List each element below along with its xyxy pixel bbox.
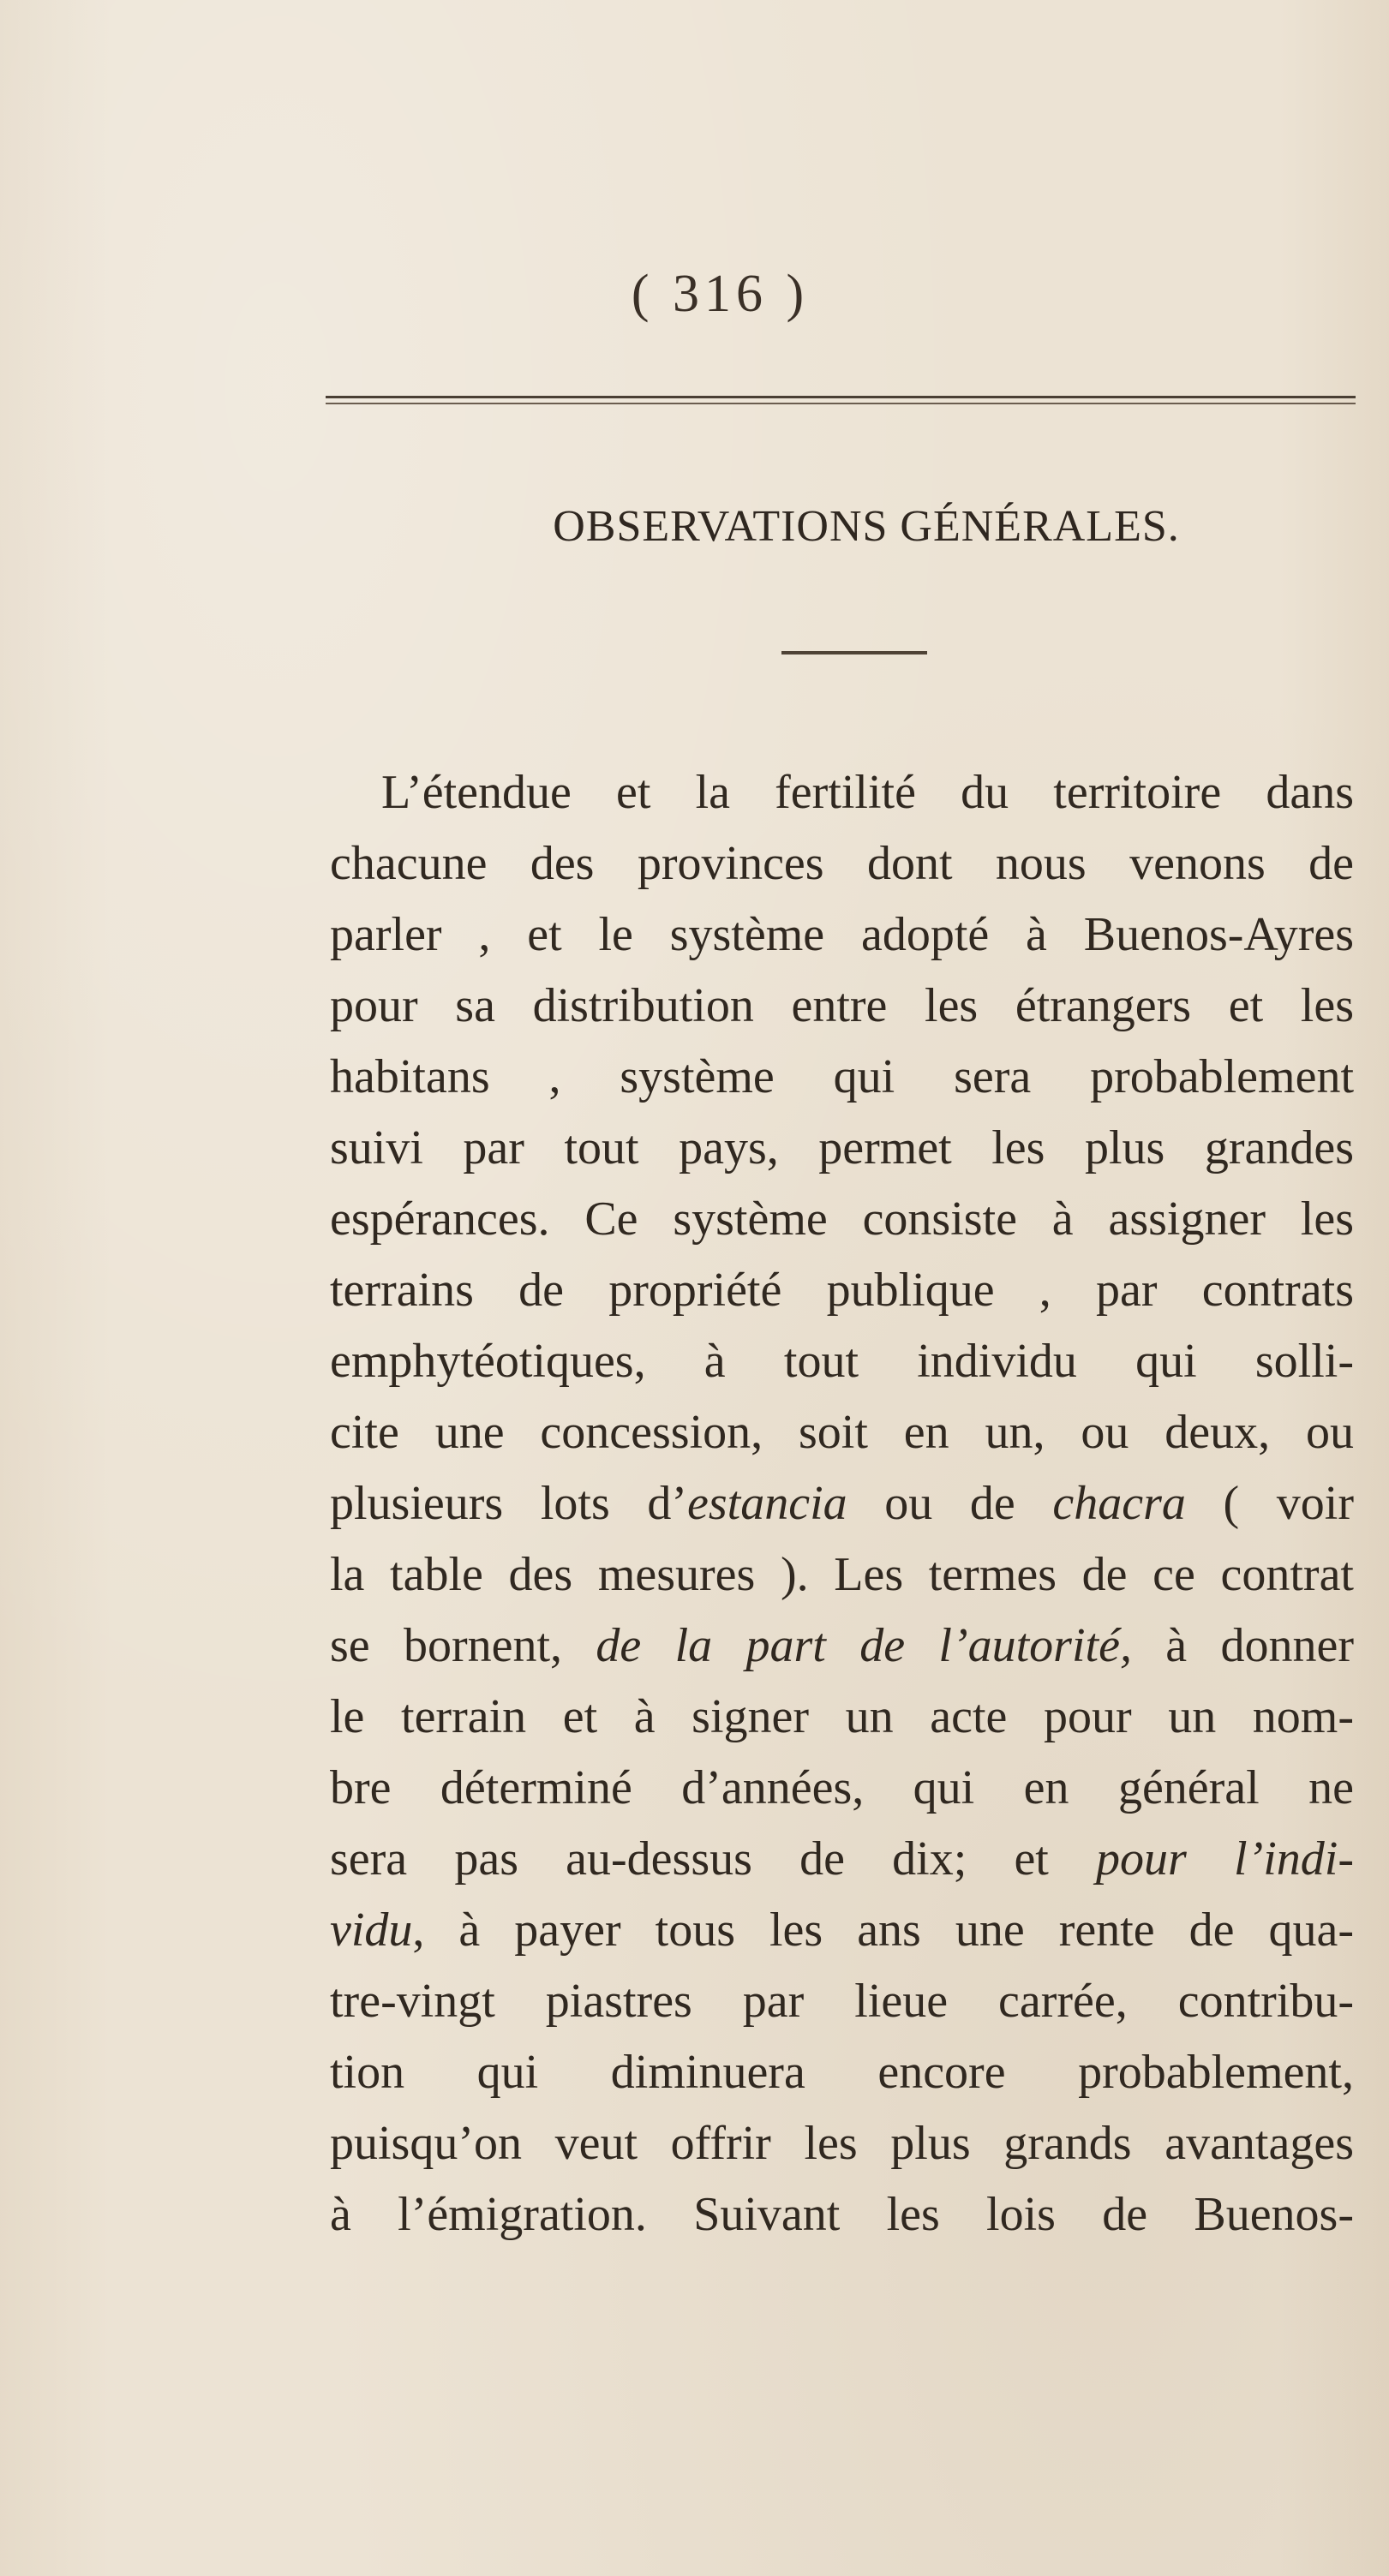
title-separator-rule [781, 651, 927, 654]
text-line: sera pas au-dessus de dix; et pour l’indi- [330, 1832, 1354, 1886]
italic-phrase: pour l’indi- [1096, 1832, 1354, 1886]
text-line: le terrain et à signer un acte pour un nom- [330, 1690, 1354, 1743]
text-line: L’étendue et la fertilité du territoire dans [381, 766, 1354, 819]
text-line: habitans , système qui sera probablement [330, 1050, 1354, 1103]
header-double-rule [326, 396, 1356, 408]
header-rule-line-thick [326, 396, 1356, 398]
text-line: puisqu’on veut offrir les plus grands avantages [330, 2117, 1354, 2170]
text-line: plusieurs lots d’estancia ou de chacra ( voir [330, 1477, 1354, 1530]
text-line: espérances. Ce système consiste à assigner les [330, 1192, 1354, 1246]
text-line: parler , et le système adopté à Buenos-Ayres [330, 908, 1354, 961]
italic-term: chacra [1052, 1477, 1186, 1530]
body-paragraph [330, 757, 1354, 2250]
text-line: bre déterminé d’années, qui en général ne [330, 1761, 1354, 1814]
text-line: terrains de propriété publique , par contrats [330, 1264, 1354, 1317]
italic-phrase: vidu [330, 1904, 413, 1957]
text-line: la table des mesures ). Les termes de ce contrat [330, 1548, 1354, 1601]
italic-phrase: de la part de l’autorité, [596, 1619, 1132, 1672]
text-line: tion qui diminuera encore probablement, [330, 2046, 1354, 2099]
header-rule-line-thin [326, 403, 1356, 404]
text-line: emphytéotiques, à tout individu qui solli- [330, 1335, 1354, 1388]
text-line: pour sa distribution entre les étrangers et les [330, 979, 1354, 1032]
text-line: tre-vingt piastres par lieue carrée, contribu- [330, 1975, 1354, 2028]
page-number: ( 316 ) [631, 265, 810, 323]
section-title: OBSERVATIONS GÉNÉRALES. [553, 502, 1180, 551]
text-line: à l’émigration. Suivant les lois de Buenos- [330, 2188, 1354, 2241]
text-line: suivi par tout pays, permet les plus grandes [330, 1121, 1354, 1174]
text-line: chacune des provinces dont nous venons de [330, 837, 1354, 890]
text-line: vidu, à payer tous les ans une rente de qua- [330, 1904, 1354, 1957]
text-line: se bornent, de la part de l’autorité, à donner [330, 1619, 1355, 1672]
text-line: cite une concession, soit en un, ou deux, ou [330, 1406, 1354, 1459]
italic-term: estancia [687, 1477, 847, 1530]
